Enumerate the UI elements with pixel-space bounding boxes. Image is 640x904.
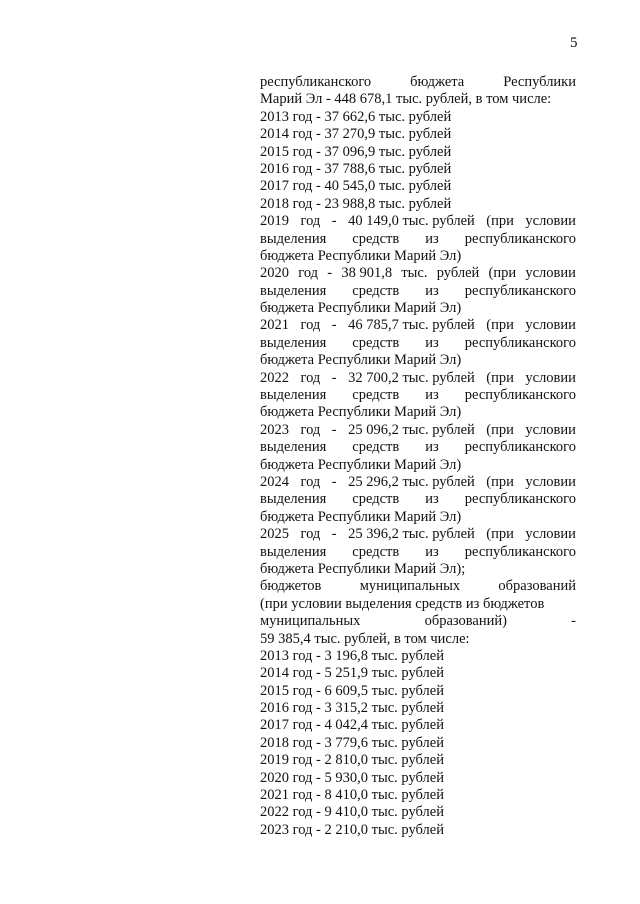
rep-year-2013: 2013 год - 37 662,6 тыс. рублей: [260, 108, 452, 125]
word: (при: [486, 369, 514, 386]
word: рублей: [436, 265, 480, 282]
word: год: [300, 526, 321, 543]
rep-year-2021-line3: бюджета Республики Марий Эл): [260, 352, 462, 369]
rep-year-2025-line1: [260, 526, 576, 543]
mun-year-2017: 2017 год - 4 042,4 тыс. рублей: [260, 717, 444, 734]
word: республиканского: [464, 491, 576, 508]
word: 2021: [260, 317, 289, 334]
mun-year-2019: 2019 год - 2 810,0 тыс. рублей: [260, 752, 444, 769]
word: 25 296,2 тыс. рублей: [348, 473, 475, 490]
rep-year-2015: 2015 год - 37 096,9 тыс. рублей: [260, 143, 452, 160]
municipal-total-line: 59 385,4 тыс. рублей, в том числе:: [260, 630, 470, 647]
word: средств: [352, 491, 400, 508]
municipal-heading-line1: [260, 578, 576, 595]
word: средств: [352, 387, 400, 404]
word: условии: [525, 369, 576, 386]
word: (при: [486, 213, 514, 230]
word: выделения: [260, 334, 327, 351]
word: условии: [525, 317, 576, 334]
word: выделения: [260, 387, 327, 404]
mun-year-2020: 2020 год - 5 930,0 тыс. рублей: [260, 769, 444, 786]
word: республиканского: [464, 230, 576, 247]
republican-budget-total-line: Марий Эл - 448 678,1 тыс. рублей, в том числе:: [260, 91, 552, 108]
word: из: [425, 282, 439, 299]
word: выделения: [260, 491, 327, 508]
word: средств: [352, 543, 400, 560]
rep-year-2020-line2: [260, 283, 576, 300]
mun-year-2013: 2013 год - 3 196,8 тыс. рублей: [260, 647, 444, 664]
word: средств: [352, 439, 400, 456]
mun-year-2023: 2023 год - 2 210,0 тыс. рублей: [260, 821, 444, 838]
word: муниципальных: [359, 578, 461, 595]
word: -: [331, 526, 337, 543]
word: условии: [525, 213, 576, 230]
word: 32 700,2 тыс. рублей: [348, 369, 475, 386]
word: 2025: [260, 526, 289, 543]
rep-year-2023-line2: [260, 439, 576, 456]
rep-year-2024-line2: [260, 491, 576, 508]
rep-year-2024-line1: [260, 474, 576, 491]
page-number: 5: [570, 35, 578, 51]
word: условии: [525, 421, 576, 438]
rep-year-2014: 2014 год - 37 270,9 тыс. рублей: [260, 126, 452, 143]
rep-year-2022-line1: [260, 370, 576, 387]
word: средств: [352, 230, 400, 247]
word: 2023: [260, 421, 289, 438]
word: из: [425, 439, 439, 456]
word: условии: [525, 473, 576, 490]
rep-year-2023-line1: [260, 422, 576, 439]
mun-year-2022: 2022 год - 9 410,0 тыс. рублей: [260, 804, 444, 821]
word: муниципальных: [260, 613, 361, 630]
word: выделения: [260, 230, 327, 247]
word: республиканского: [464, 543, 576, 560]
word: Республики: [503, 74, 576, 90]
rep-year-2016: 2016 год - 37 788,6 тыс. рублей: [260, 160, 452, 177]
document-body: [260, 74, 576, 839]
word: бюджета: [410, 74, 465, 90]
word: 2024: [260, 473, 289, 490]
word: средств: [352, 282, 400, 299]
word: год: [300, 317, 321, 334]
word: (при: [486, 526, 514, 543]
rep-year-2022-line3: бюджета Республики Марий Эл): [260, 404, 462, 421]
rep-year-2019-line3: бюджета Республики Марий Эл): [260, 247, 462, 264]
word: тыс.: [401, 265, 428, 282]
word: выделения: [260, 439, 327, 456]
word: республиканского: [464, 387, 576, 404]
word: 40 149,0 тыс. рублей: [348, 213, 475, 230]
word: условии: [525, 526, 576, 543]
word: (при: [486, 421, 514, 438]
word: год: [300, 369, 321, 386]
word: -: [331, 473, 337, 490]
rep-year-2021-line2: [260, 335, 576, 352]
rep-year-2023-line3: бюджета Республики Марий Эл): [260, 456, 462, 473]
word: условии: [525, 265, 576, 282]
word: республиканского: [464, 334, 576, 351]
word: бюджетов: [260, 578, 322, 595]
rep-year-2024-line3: бюджета Республики Марий Эл): [260, 508, 462, 525]
word: -: [331, 317, 337, 334]
republican-budget-heading-line: [260, 74, 576, 91]
word: 2020: [260, 265, 289, 282]
word: год: [300, 473, 321, 490]
word: (при: [488, 265, 517, 282]
rep-year-2022-line2: [260, 387, 576, 404]
word: год: [300, 421, 321, 438]
word: образований): [424, 613, 507, 630]
word: из: [425, 387, 439, 404]
word: (при: [486, 317, 514, 334]
word: из: [425, 230, 439, 247]
rep-year-2021-line1: [260, 317, 576, 334]
rep-year-2025-line2: [260, 544, 576, 561]
word: из: [425, 491, 439, 508]
mun-year-2021: 2021 год - 8 410,0 тыс. рублей: [260, 787, 444, 804]
word: 25 096,2 тыс. рублей: [348, 421, 475, 438]
word: год: [298, 265, 319, 282]
rep-year-2019-line2: [260, 231, 576, 248]
word: из: [425, 543, 439, 560]
word: (при: [486, 473, 514, 490]
word: выделения: [260, 282, 327, 299]
rep-year-2020-line1: [260, 265, 576, 282]
word: выделения: [260, 543, 327, 560]
rep-year-2020-line3: бюджета Республики Марий Эл): [260, 300, 462, 317]
mun-year-2015: 2015 год - 6 609,5 тыс. рублей: [260, 682, 444, 699]
word: республиканского: [260, 74, 372, 90]
mun-year-2014: 2014 год - 5 251,9 тыс. рублей: [260, 665, 444, 682]
municipal-heading-line2: (при условии выделения средств из бюджетов: [260, 595, 545, 612]
rep-year-2017: 2017 год - 40 545,0 тыс. рублей: [260, 178, 452, 195]
word: -: [327, 265, 333, 282]
word: средств: [352, 334, 400, 351]
rep-year-2019-line1: [260, 213, 576, 230]
word: 46 785,7 тыс. рублей: [348, 317, 475, 334]
word: республиканского: [464, 282, 576, 299]
rep-year-2025-line3: бюджета Республики Марий Эл);: [260, 560, 466, 577]
word: из: [425, 334, 439, 351]
word: -: [331, 421, 337, 438]
word: 2022: [260, 369, 289, 386]
word: 38 901,8: [341, 265, 393, 282]
mun-year-2016: 2016 год - 3 315,2 тыс. рублей: [260, 700, 444, 717]
word: республиканского: [464, 439, 576, 456]
word: -: [571, 613, 576, 630]
word: -: [331, 369, 337, 386]
word: -: [331, 213, 337, 230]
word: 25 396,2 тыс. рублей: [348, 526, 475, 543]
word: год: [300, 213, 321, 230]
word: 2019: [260, 213, 289, 230]
rep-year-2018: 2018 год - 23 988,8 тыс. рублей: [260, 195, 452, 212]
municipal-heading-line3: [260, 613, 576, 630]
mun-year-2018: 2018 год - 3 779,6 тыс. рублей: [260, 734, 444, 751]
word: образований: [498, 578, 576, 595]
